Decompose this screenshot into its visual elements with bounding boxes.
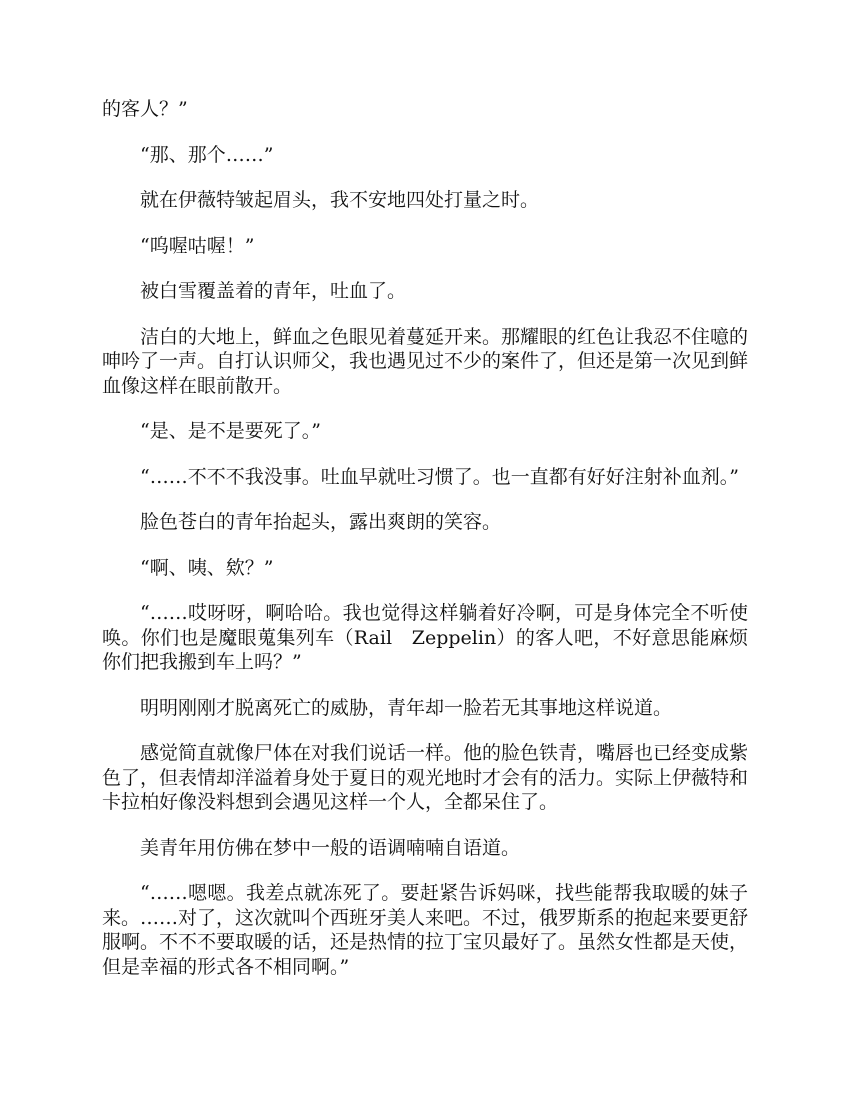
- paragraph-11: “……哎呀呀，啊哈哈。我也觉得这样躺着好冷啊，可是身体完全不听使唤。你们也是魔眼蒐集列车（Rail Zeppelin）的客人吧，不好意思能麻烦你们把我搬到车上吗？”: [102, 602, 748, 673]
- document-body: [102, 97, 748, 1000]
- paragraph-6: 洁白的大地上，鲜血之色眼见着蔓延开来。那耀眼的红色让我忍不住噫的呻吟了一声。自打认识师父，我也遇见过不少的案件了，但还是第一次见到鲜血像这样在眼前散开。: [102, 325, 749, 397]
- paragraph-3: 就在伊薇特皱起眉头，我不安地四处打量之时。: [140, 189, 540, 211]
- paragraph-9: 脸色苍白的青年抬起头，露出爽朗的笑容。: [140, 511, 502, 533]
- paragraph-4: “呜喔咕喔！”: [140, 234, 255, 257]
- paragraph-12: 明明刚刚才脱离死亡的威胁，青年却一脸若无其事地这样说道。: [140, 696, 673, 719]
- paragraph-5: 被白雪覆盖着的青年，吐血了。: [140, 280, 407, 302]
- paragraph-7: “是、是不是要死了。”: [140, 420, 321, 442]
- paragraph-13: 感觉简直就像尸体在对我们说话一样。他的脸色铁青，嘴唇也已经变成紫色了，但表情却洋溢着身处于夏日的观光地时才会有的活力。实际上伊薇特和卡拉柏好像没料想到会遇见这样一个人，全都呆住了。: [102, 742, 749, 813]
- paragraph-14: 美青年用仿佛在梦中一般的语调喃喃自语道。: [140, 836, 521, 859]
- paragraph-10: “啊、咦、欸？”: [140, 556, 274, 579]
- paragraph-1: 的客人？”: [102, 98, 188, 120]
- paragraph-15: “……嗯嗯。我差点就冻死了。要赶紧告诉妈咪，找些能帮我取暖的妹子来。……对了，这次就叫个西班牙美人来吧。不过，俄罗斯系的抱起来要更舒服啊。不不不要取暖的话，还是热情的拉丁宝贝最好了。虽然女性都是天使，但是幸福的形式各不相同啊。”: [102, 882, 749, 978]
- paragraph-2: “那、那个……”: [140, 143, 274, 166]
- paragraph-8: “……不不不我没事。吐血早就吐习惯了。也一直都有好好注射补血剂。”: [140, 465, 739, 488]
